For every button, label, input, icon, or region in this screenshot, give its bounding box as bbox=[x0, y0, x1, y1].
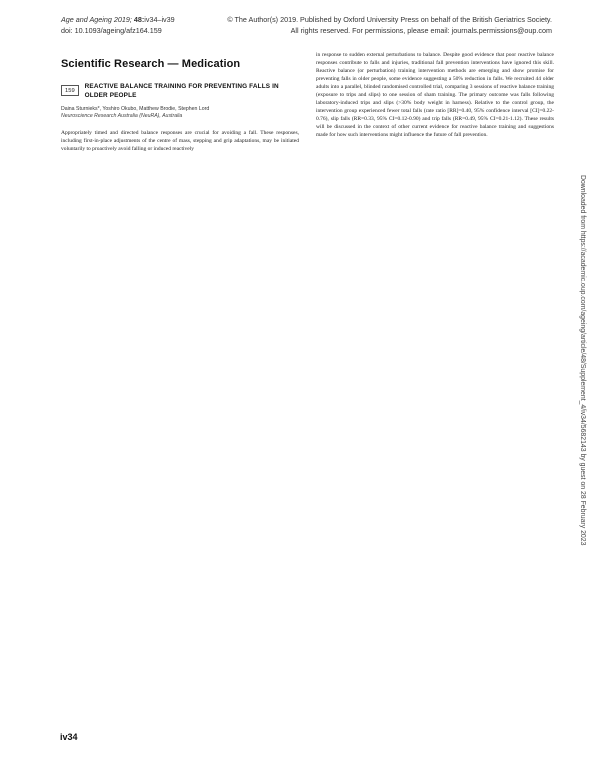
abstract-paragraph-1: Appropriately timed and directed balance responses are crucial for avoiding a fall. These responses, including first-in-place adjustments of the centre of mass, stepping and grip adaptations, may be initiated voluntarily to proactively avoid falling or induced reactively bbox=[61, 130, 299, 152]
abstract-heading bbox=[61, 82, 299, 100]
citation-line bbox=[61, 14, 175, 25]
running-header-right bbox=[227, 14, 552, 36]
running-header-left bbox=[61, 14, 175, 36]
rights-line: All rights reserved. For permissions, please email: journals.permissions@oup.com bbox=[290, 26, 552, 35]
page-number: iv34 bbox=[60, 732, 78, 742]
journal-pages: iv34–iv39 bbox=[144, 15, 175, 24]
download-watermark[interactable]: Downloaded from https://academic.oup.com/ageing/article/48/Supplement_4/iv34/5682143 by guest on 28 February 2023 bbox=[579, 175, 586, 546]
abstract-number-badge: 159 bbox=[61, 85, 79, 96]
abstract-paragraph-2: in response to sudden external perturbations to balance. Despite good evidence that poor reactive balance responses contribute to falls and injuries, traditional fall prevention interventions have ignored this skill. Reactive balance (or perturbation) training intervention methods are emerging and show promise for preventing falls in older people, some evidence suggesting a 50% reduction in falls. We recruited 44 older adults into a parallel, blinded randomised controlled trial, comparing 3 sessions of reactive balance training (exposure to trips and slips) to one session of sham training. The primary outcome was falls following laboratory-induced trips and slips (>30% body weight in harness). Relative to the control group, the intervention group experienced fewer total falls (rate ratio [RR]=0.40, 95% confidence interval [CI]=0.22-0.76), slip falls (RR=0.33, 95% CI=0.12-0.90) and trip falls (RR=0.49, 95% CI=0.21-1.12). These results will be discussed in the context of other current evidence for reactive balance training and suggestions made for how such interventions might influence the future of fall prevention. bbox=[316, 52, 554, 138]
copyright-line: © The Author(s) 2019. Published by Oxford University Press on behalf of the British Geriatrics Society. bbox=[227, 15, 552, 24]
right-column bbox=[316, 51, 554, 139]
journal-name: Age and Ageing 2019; bbox=[61, 15, 132, 24]
doi[interactable]: doi: 10.1093/ageing/afz164.159 bbox=[61, 26, 162, 35]
left-column bbox=[61, 82, 299, 153]
author-list: Daina Sturnieks*, Yoshiro Okubo, Matthew Brodie, Stephen Lord bbox=[61, 106, 210, 112]
section-heading: Scientific Research — Medication bbox=[61, 58, 241, 70]
abstract-title: REACTIVE BALANCE TRAINING FOR PREVENTING FALLS IN OLDER PEOPLE bbox=[84, 83, 279, 99]
journal-volume: 48: bbox=[133, 15, 145, 24]
affiliation: Neuroscience Research Australia (NeuRA), Australia bbox=[61, 113, 183, 119]
